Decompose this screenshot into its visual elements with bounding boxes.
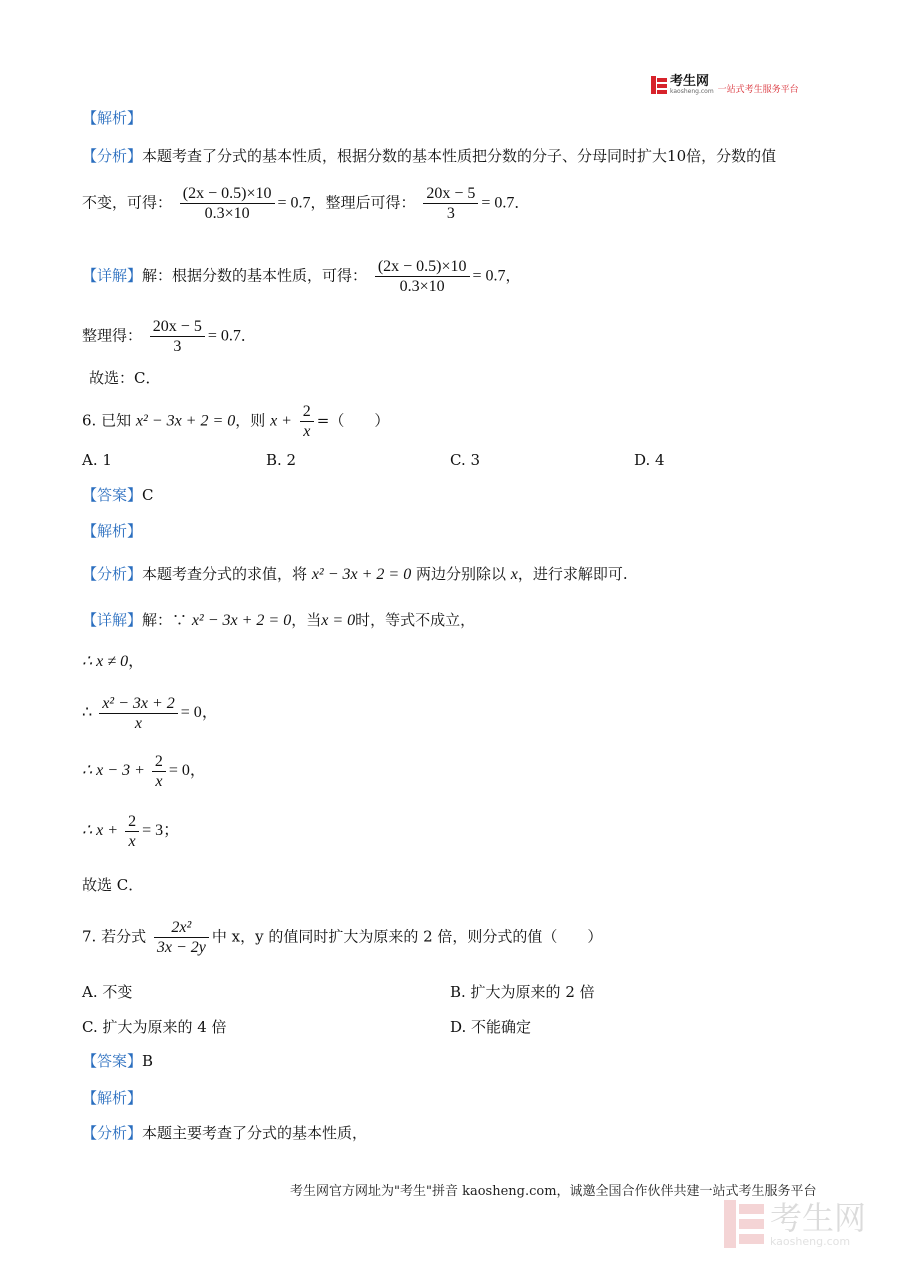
- equals-three: = 3: [142, 822, 164, 840]
- q6-option-b: B. 2: [266, 451, 297, 469]
- equals-zero: = 0: [168, 762, 190, 780]
- q5-mid-text: ，整理后可得：: [310, 193, 416, 212]
- q6-analysis-text: 本题考查分式的求值，将: [142, 565, 308, 583]
- watermark: [724, 1200, 866, 1248]
- q6-answer: [82, 484, 154, 506]
- xiangjie-tag: 【详解】: [82, 266, 143, 285]
- q6-detail-mid: ，当: [291, 611, 322, 629]
- q6-step3: [82, 752, 206, 791]
- answer-blank: =（ ）: [316, 411, 390, 430]
- q5-analysis-line1: [82, 145, 776, 167]
- fraction-denominator: 0.3×10: [399, 278, 445, 295]
- q5-analysis-line2: [82, 184, 529, 223]
- q6-option-d: D. 4: [634, 451, 665, 469]
- fraction-numerator: 2x²: [154, 918, 209, 938]
- fraction-denominator: x: [134, 715, 143, 732]
- q6-detail-equation: x² − 3x + 2 = 0: [191, 612, 292, 629]
- logo-icon: [651, 76, 667, 94]
- q6-detail-suffix: 时，等式不成立，: [355, 611, 476, 629]
- watermark-domain: kaosheng.com: [770, 1234, 851, 1248]
- fraction-numerator: 20x − 5: [423, 184, 478, 204]
- q6-option-a: A. 1: [82, 451, 112, 469]
- comma: ，: [201, 704, 218, 722]
- logo-domain: kaosheng.com: [670, 88, 714, 95]
- fraction-denominator: 3x − 2y: [156, 939, 206, 956]
- q6-detail: [82, 609, 475, 632]
- q5-arrange-line: [82, 317, 256, 356]
- q7-stem-text: 中 x，y 的值同时扩大为原来的 2 倍，则分式的值（ ）: [211, 927, 603, 946]
- variable-x: x: [510, 566, 518, 583]
- q6-fraction: [300, 402, 314, 441]
- fenxi-tag: 【分析】: [82, 565, 143, 583]
- q7-analysis: [82, 1122, 367, 1144]
- q7-option-c: C. 扩大为原来的 4 倍: [82, 1018, 227, 1036]
- q6-answer-value: C: [142, 486, 154, 504]
- q6-equation: x² − 3x + 2 = 0: [135, 412, 236, 430]
- fraction-denominator: 3: [446, 205, 455, 222]
- fraction-numerator: x² − 3x + 2: [99, 694, 178, 714]
- comma: ，: [128, 653, 145, 670]
- logo-name: 考生网: [670, 74, 710, 89]
- q7-option-d: D. 不能确定: [450, 1018, 532, 1036]
- comma: ，: [505, 266, 521, 285]
- footer-text: 考生网官方网址为"考生"拼音 kaosheng.com，诚邀全国合作伙伴共建一站式考生服务平台: [290, 1184, 817, 1199]
- equals-value: = 0.7: [277, 194, 311, 212]
- q5-arrange-fraction: [150, 317, 205, 356]
- daan-tag: 【答案】: [82, 486, 143, 504]
- equals-zero: = 0: [180, 704, 202, 722]
- fraction-denominator: 0.3×10: [204, 205, 250, 222]
- q5-fraction-1: [180, 184, 275, 223]
- q6-analysis: [82, 563, 628, 586]
- q5-analysis-text: 本题考查了分式的基本性质，根据分数的基本性质把分数的分子、分母同时扩大10倍，分数的值: [142, 147, 777, 165]
- equals-value: = 0.7: [207, 327, 241, 345]
- fenxi-tag: 【分析】: [82, 1124, 143, 1142]
- q6-analysis-suffix: ，进行求解即可.: [517, 565, 628, 583]
- q7-option-a: A. 不变: [82, 983, 133, 1001]
- q6-option-c: C. 3: [450, 451, 481, 469]
- q6-step4-lhs: ∴ x +: [82, 822, 119, 840]
- q7-answer: [82, 1050, 153, 1072]
- q6-step2: [82, 694, 218, 733]
- q6-detail-text: 解：∵: [142, 611, 188, 629]
- q6-number: 6. 已知: [82, 411, 132, 430]
- q7-analysis-text: 本题主要考查了分式的基本性质，: [142, 1124, 368, 1142]
- fraction-denominator: x: [128, 833, 136, 850]
- q5-analysis-prefix: 不变，可得：: [82, 193, 173, 212]
- q6-choose: 故选 C．: [82, 876, 144, 894]
- equals-value: = 0.7: [472, 267, 506, 285]
- q6-analysis-equation: x² − 3x + 2 = 0: [311, 566, 412, 583]
- q7-fraction: [154, 918, 209, 957]
- equals-value: = 0.7: [481, 194, 515, 212]
- jiexi-tag: 【解析】: [82, 1089, 143, 1107]
- q7-option-b: B. 扩大为原来的 2 倍: [450, 983, 595, 1001]
- q6-step1: [82, 651, 144, 673]
- fraction-numerator: (2x − 0.5)×10: [180, 184, 275, 204]
- q5-detail-line: [82, 257, 521, 296]
- fraction-numerator: (2x − 0.5)×10: [375, 257, 470, 277]
- q6-step3-lhs: ∴ x − 3 +: [82, 762, 145, 780]
- q6-step2-fraction: [99, 694, 178, 733]
- fraction-denominator: x: [155, 773, 163, 790]
- q6-step3-fraction: [152, 752, 166, 791]
- q6-lhs: x +: [270, 412, 292, 430]
- q7-number: 7. 若分式: [82, 927, 147, 946]
- q6-step4-fraction: [125, 812, 139, 851]
- q5-arrange-text: 整理得：: [82, 326, 143, 345]
- fraction-denominator: x: [303, 423, 311, 440]
- jiexi-tag: 【解析】: [82, 109, 143, 127]
- fraction-numerator: 20x − 5: [150, 317, 205, 337]
- period: ．: [240, 326, 256, 345]
- q6-stem: [82, 402, 389, 441]
- fraction-denominator: 3: [173, 338, 182, 355]
- jiexi-tag: 【解析】: [82, 522, 143, 540]
- q6-detail-x0: x = 0: [321, 612, 356, 629]
- period: ．: [514, 193, 530, 212]
- fraction-numerator: 2: [300, 402, 314, 422]
- q5-choose: 故选：C．: [89, 369, 161, 387]
- fenxi-tag: 【分析】: [82, 147, 143, 165]
- q7-answer-value: B: [142, 1052, 154, 1070]
- site-logo: [651, 72, 799, 98]
- q6-step4: [82, 812, 179, 851]
- q6-step1-text: ∴ x ≠ 0: [82, 653, 129, 670]
- xiangjie-tag: 【详解】: [82, 611, 143, 629]
- q7-stem: [82, 918, 602, 957]
- q6-stem-mid: ，则: [235, 411, 266, 430]
- q5-fraction-2: [423, 184, 478, 223]
- therefore-sign: ∴: [82, 704, 93, 722]
- q5-detail-text: 解：根据分数的基本性质，可得：: [142, 266, 368, 285]
- q6-analysis-mid: 两边分别除以: [415, 565, 506, 583]
- q5-detail-fraction: [375, 257, 470, 296]
- semicolon: ；: [163, 822, 180, 840]
- comma: ，: [189, 762, 206, 780]
- fraction-numerator: 2: [125, 812, 139, 832]
- watermark-name: 考生网: [770, 1198, 867, 1237]
- daan-tag: 【答案】: [82, 1052, 143, 1070]
- watermark-logo-icon: [724, 1200, 764, 1248]
- fraction-numerator: 2: [152, 752, 166, 772]
- logo-slogan: 一站式考生服务平台: [717, 84, 799, 95]
